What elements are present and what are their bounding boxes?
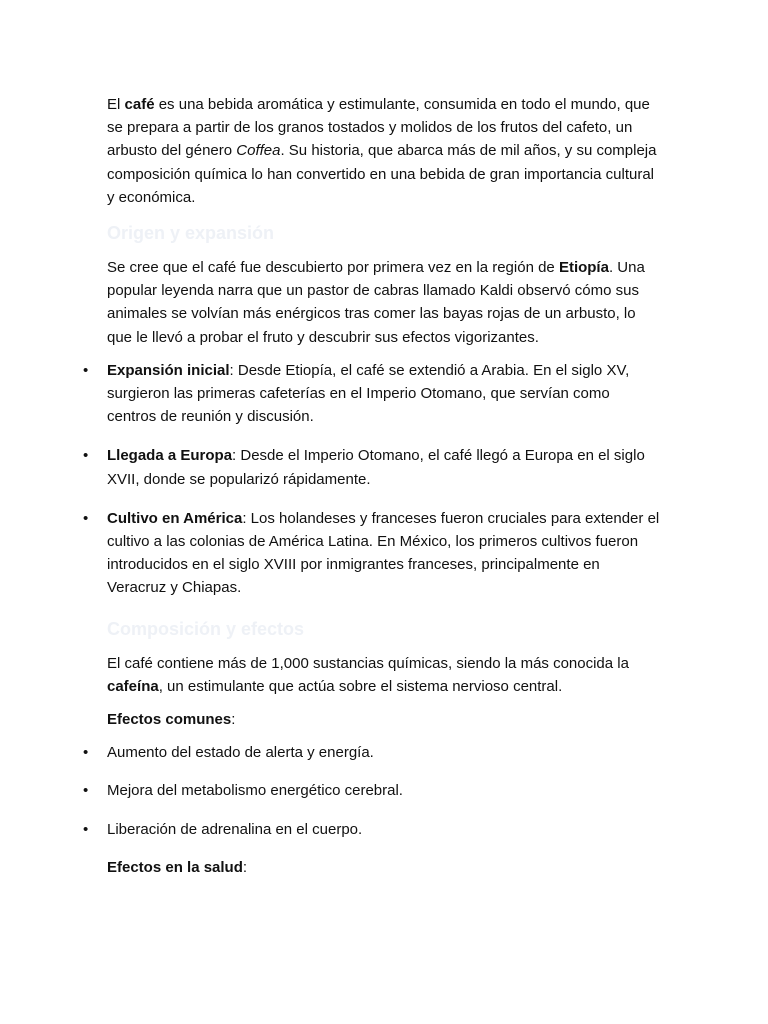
intro-term-cafe: café [124,96,155,113]
common-effects-label [107,708,663,731]
bullet-icon: • [83,509,89,527]
label-colon: : [231,711,236,729]
document-body [83,93,663,889]
heading-composition: Composición y efectos [107,618,305,639]
health-effects-title: Efectos en la salud [107,858,243,876]
intro-text: El [107,96,125,113]
list-item-text: : Desde el Imperio Otomano, el café llegó a Europa en el siglo XVII, donde se popularizó rápidamente. [107,447,645,488]
list-item [83,444,663,490]
bullet-icon: • [83,361,89,379]
common-effects-list [83,741,663,841]
origin-text: Se cree que el café fue descubierto por primera vez en la región de [107,259,559,277]
list-item-title: Llegada a Europa [107,447,233,465]
list-item [83,818,663,841]
list-item [83,741,663,764]
list-item [83,507,663,600]
origin-paragraph [107,256,663,349]
list-item-text: Aumento del estado de alerta y energía. [107,744,374,762]
list-item-title: Expansión inicial [107,361,230,379]
list-item-text: Mejora del metabolismo energético cerebral. [107,782,403,800]
composition-text: , un estimulante que actúa sobre el sistema nervioso central. [158,677,563,695]
list-item [83,779,663,802]
bullet-icon: • [83,744,89,762]
label-colon: : [242,858,248,876]
expansion-list [83,359,663,600]
common-effects-title: Efectos comunes [107,711,232,729]
bullet-icon: • [83,782,89,800]
list-item-title: Cultivo en América [107,509,243,527]
composition-term-cafeina: cafeína [107,677,159,695]
composition-paragraph [107,652,663,698]
origin-term-etiopia: Etiopía [558,259,609,277]
list-item-text: : Desde Etiopía, el café se extendió a Arabia. En el siglo XV, surgieron las primeras cafeterías en el Imperio Otomano, que servían como centros de reunión y discusión. [107,361,630,426]
intro-genus: Coffea [236,142,281,160]
health-effects-label [107,856,663,879]
bullet-icon: • [83,820,89,838]
intro-text: . Su historia, que abarca más de mil años, y su compleja composición química lo han convertido en una bebida de gran importancia cultural y económica. [107,142,657,206]
origin-text: . Una popular leyenda narra que un pastor de cabras llamado Kaldi observó cómo sus animales se volvían más enérgicos tras comer las bayas rojas de un arbusto, lo que le llevó a probar el fruto y descubrir sus efectos vigorizantes. [107,259,645,346]
composition-text: El café contiene más de 1,000 sustancias químicas, siendo la más conocida la [107,654,629,672]
intro-paragraph [107,93,663,209]
list-item [83,359,663,429]
heading-origin: Origen y expansión [107,223,275,244]
list-item-text: : Los holandeses y franceses fueron cruciales para extender el cultivo a las colonias de América Latina. En México, los primeros cultivos fueron introducidos en el siglo XVIII por inmigrantes franceses, principalmente en Veracruz y Chiapas. [107,509,660,597]
list-item-text: Liberación de adrenalina en el cuerpo. [107,820,363,838]
bullet-icon: • [83,447,89,465]
intro-text: es una bebida aromática y estimulante, consumida en todo el mundo, que se prepara a partir de los granos tostados y molidos de los frutos del cafeto, un arbusto del género [107,96,650,160]
